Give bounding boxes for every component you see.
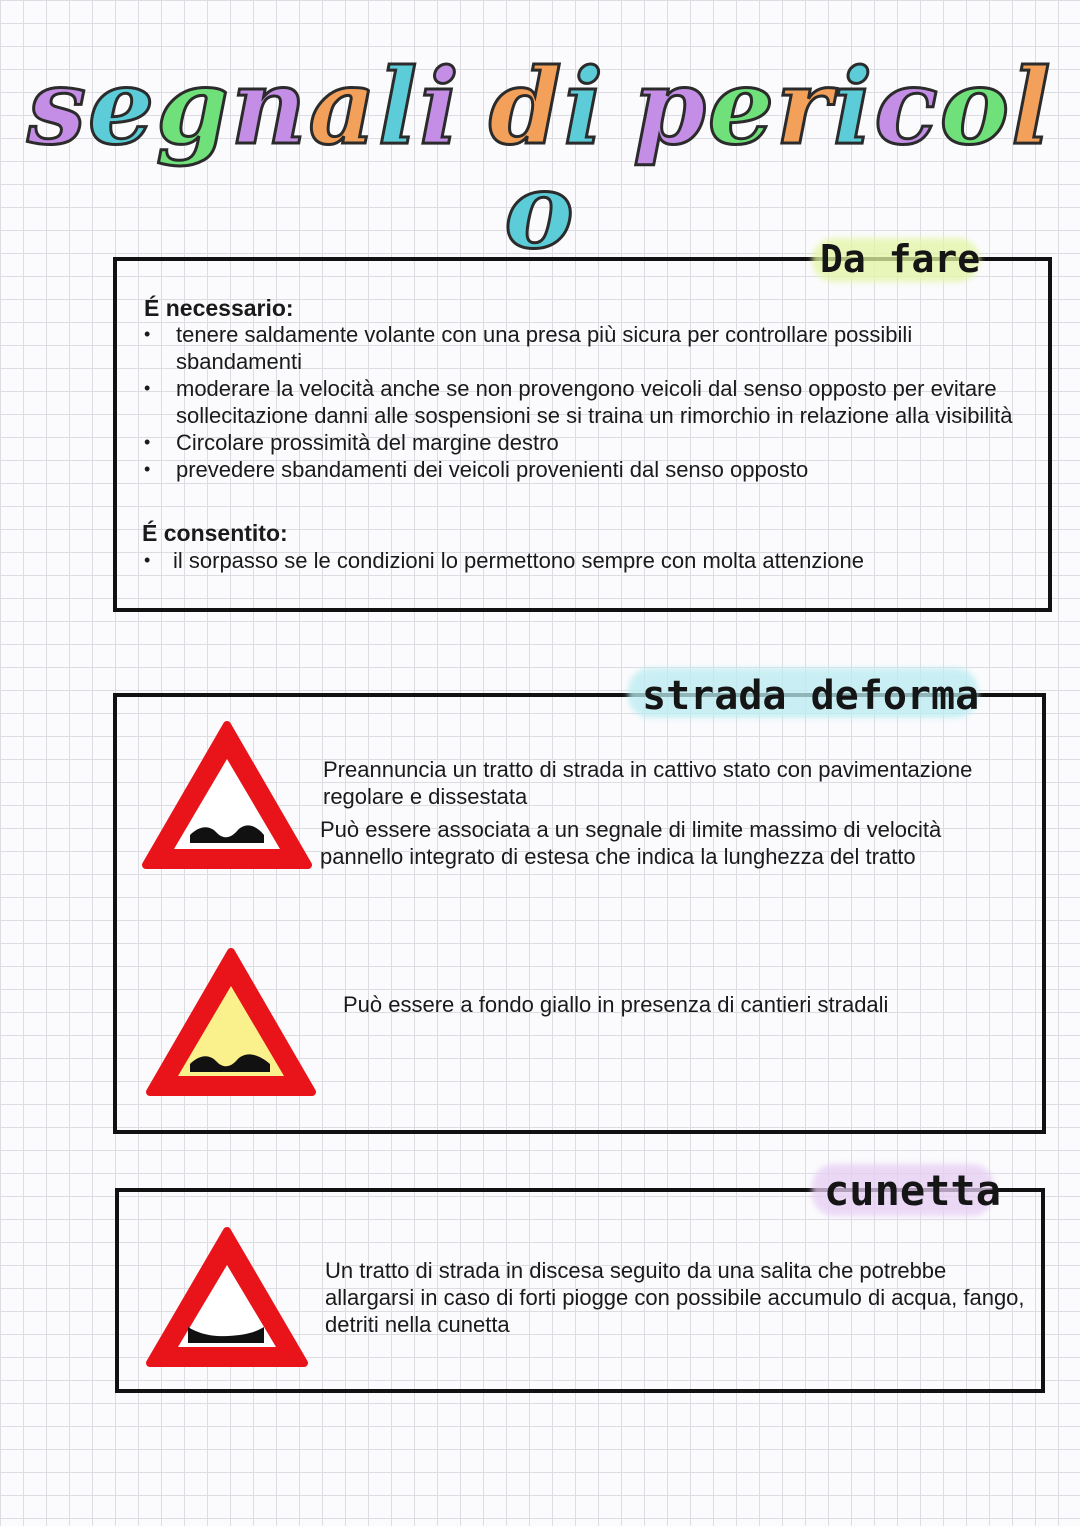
title-letter: d: [488, 45, 564, 168]
title-letter: p: [633, 45, 708, 168]
title-letter: i: [832, 45, 875, 168]
title-letter: a: [308, 45, 378, 168]
strada-deforma-text-2: Può essere associata a un segnale di limite massimo di velocità pannello integrato di estesa che indica la lunghezza del tratto: [320, 817, 942, 869]
uneven-road-warning-sign-icon: [140, 717, 314, 871]
list-item: • Circolare prossimità del margine destro: [142, 429, 1032, 456]
uneven-road-yellow-warning-sign-icon: [144, 944, 318, 1098]
title-letter: [461, 55, 489, 159]
da-fare-heading: Da fare: [820, 237, 981, 281]
list-item: • il sorpasso se le condizioni lo permettono sempre con molta attenzione: [142, 547, 1032, 574]
consentito-label: É consentito:: [142, 520, 288, 546]
title-letter: c: [874, 45, 940, 168]
title-letter: l: [377, 45, 420, 168]
title-letter: l: [1011, 45, 1053, 168]
consentito-list: [142, 547, 1032, 574]
title-letter: o: [939, 45, 1012, 168]
list-item: • tenere saldamente volante con una presa più sicura per controllare possibili sbandamenti: [142, 321, 1032, 375]
list-item: • prevedere sbandamenti dei veicoli provenienti dal senso opposto: [142, 456, 1032, 483]
dip-warning-sign-icon: [144, 1223, 310, 1369]
title-letter: e: [707, 45, 777, 168]
cunetta-text: Un tratto di strada in discesa seguito da una salita che potrebbe allargarsi in caso di forti piogge con possibile accumulo di acqua, fango, detriti nella cunetta: [325, 1258, 1025, 1337]
title-letter: o: [504, 149, 576, 272]
title-letter: e: [87, 45, 157, 168]
title-letter: s: [27, 45, 88, 168]
title-letter: g: [156, 45, 231, 168]
necessario-list: [142, 321, 1032, 483]
title-letter: [605, 55, 633, 159]
strada-deforma-text-1: Preannuncia un tratto di strada in cattivo stato con pavimentazione regolare e dissestata: [323, 757, 973, 809]
list-item: • moderare la velocità anche se non provengono veicoli dal senso opposto per evitare sollecitazione danni alle sospensioni se si traina un rimorchio in relazione alla visibilità: [142, 375, 1032, 429]
strada-deforma-text-3: Può essere a fondo giallo in presenza di cantieri stradali: [343, 992, 889, 1017]
necessario-label: É necessario:: [144, 295, 294, 321]
page-title: [0, 45, 1080, 272]
title-letter: i: [563, 45, 606, 168]
cunetta-heading: cunetta: [824, 1166, 1002, 1215]
title-letter: r: [776, 45, 833, 168]
title-letter: i: [419, 45, 461, 168]
title-letter: n: [230, 45, 309, 168]
strada-deforma-heading: strada deforma: [642, 673, 980, 719]
